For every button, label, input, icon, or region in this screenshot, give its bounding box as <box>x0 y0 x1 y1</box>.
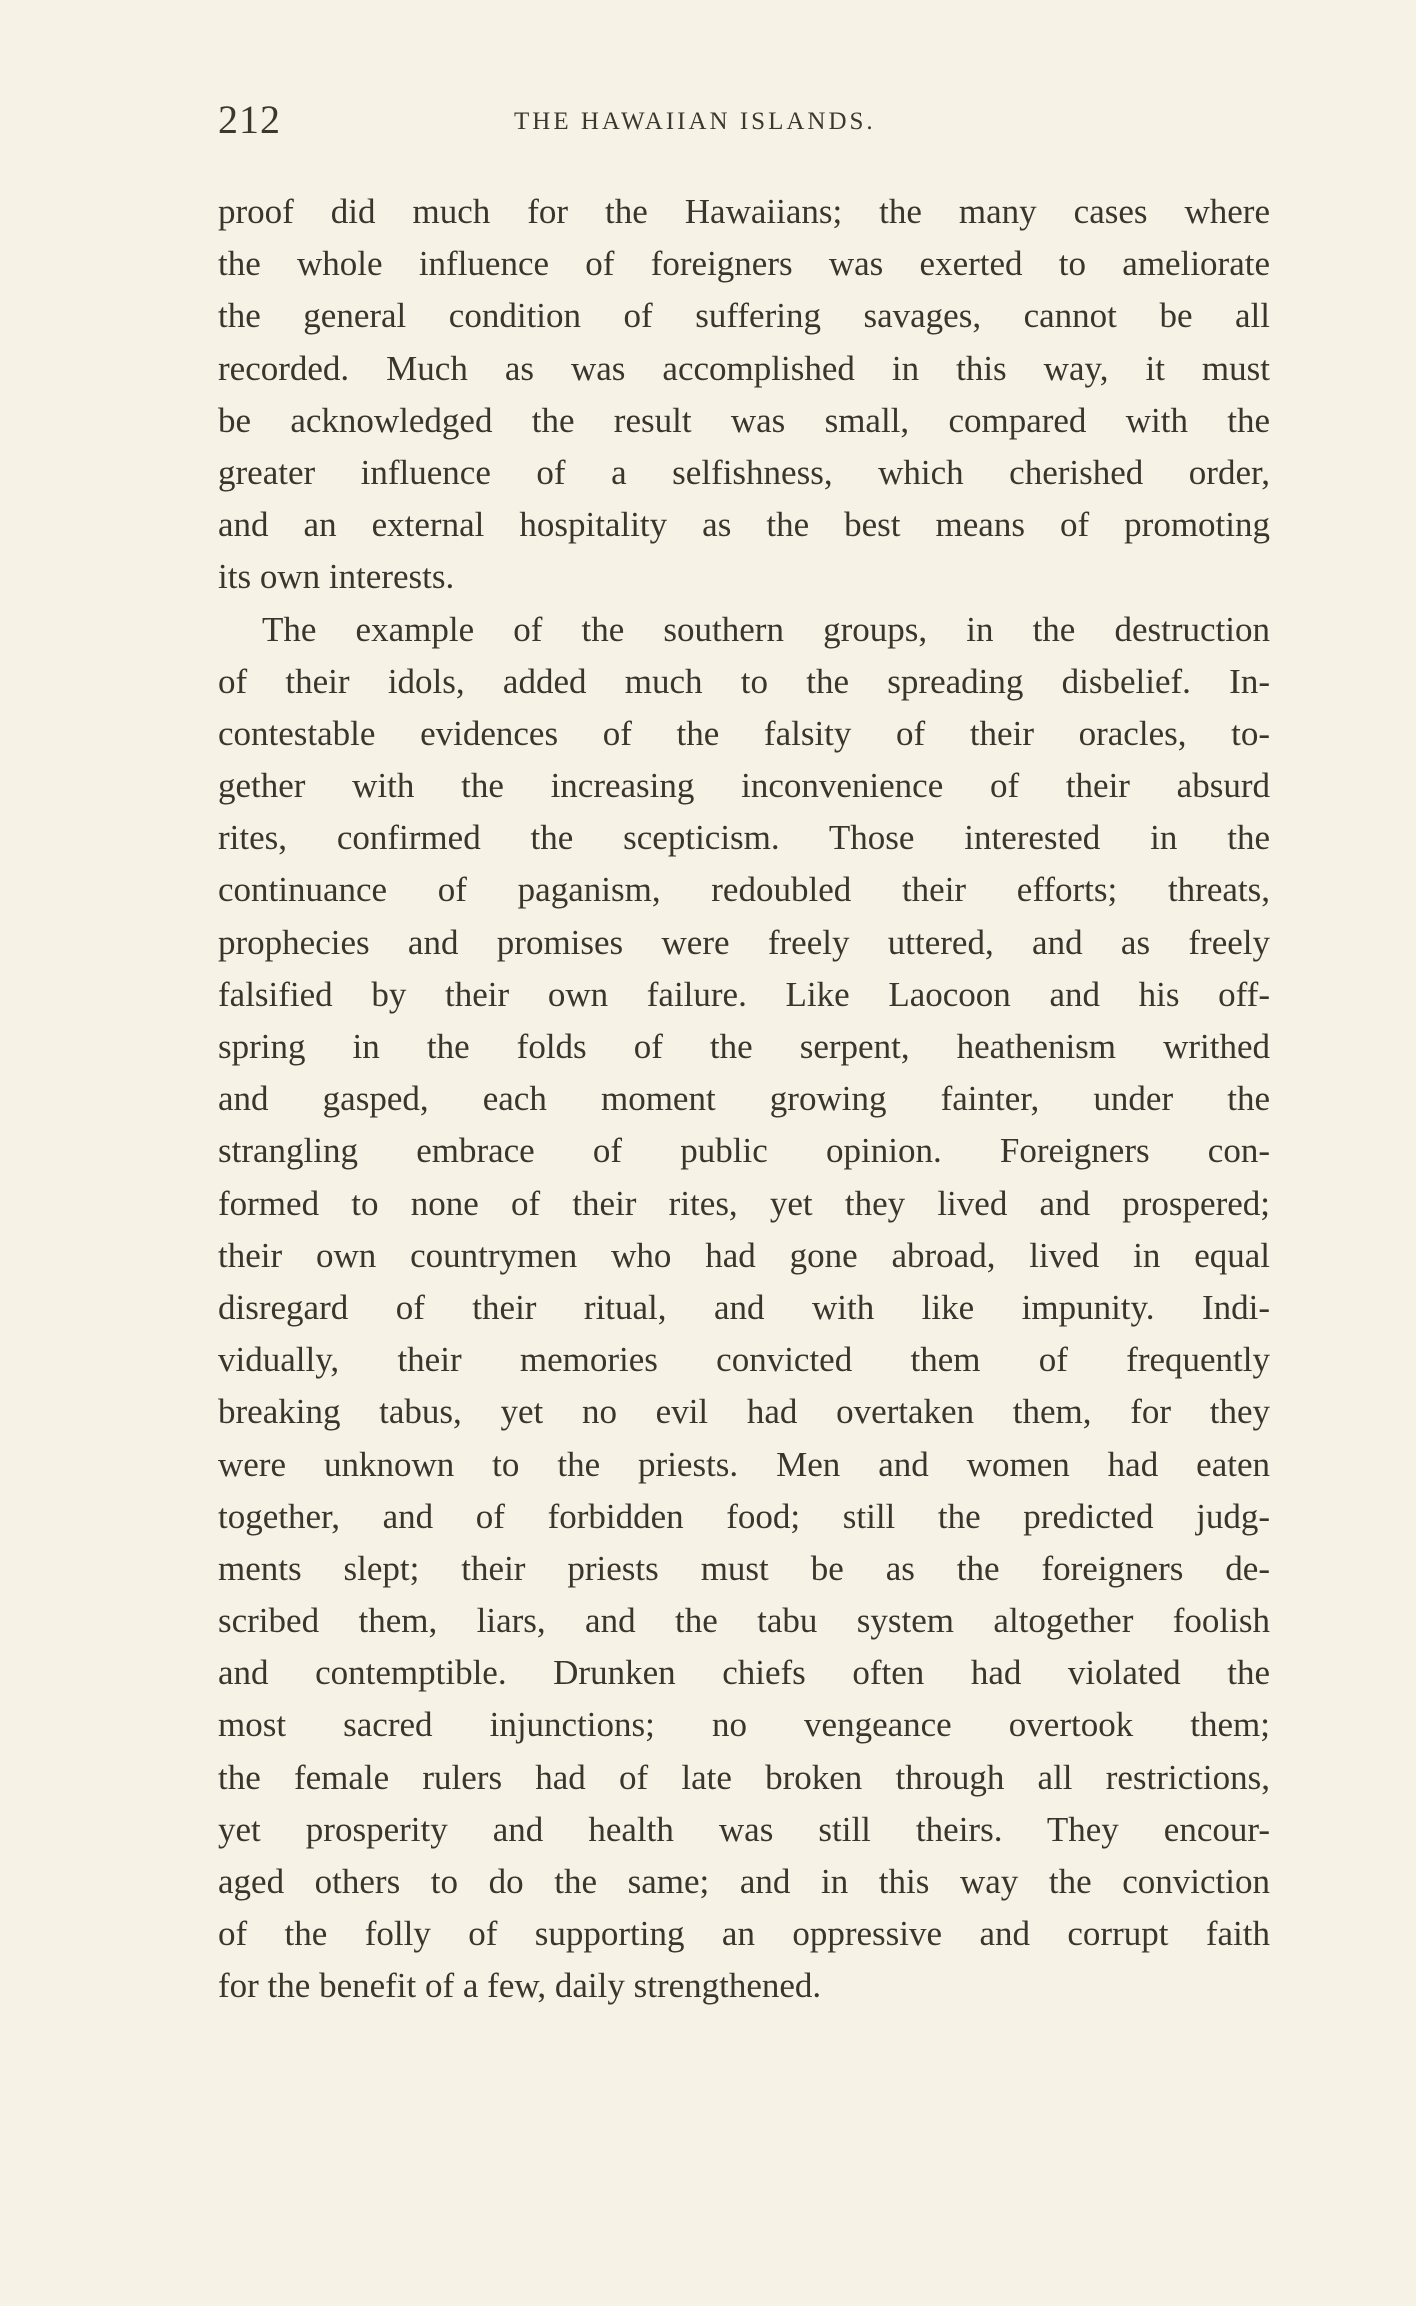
paragraph-2 <box>218 604 1270 2013</box>
text-line: yet prosperity and health was still theirs. They encour- <box>218 1809 1270 1849</box>
running-title: THE HAWAIIAN ISLANDS. <box>514 108 876 135</box>
text-line: strangling embrace of public opinion. Foreigners con- <box>218 1131 1270 1171</box>
text-line: proof did much for the Hawaiians; the many cases where <box>218 192 1270 231</box>
text-line: of their idols, added much to the spreading disbelief. In- <box>218 661 1270 701</box>
text-line: breaking tabus, yet no evil had overtaken them, for they <box>218 1392 1270 1432</box>
text-line: most sacred injunctions; no vengeance overtook them; <box>218 1705 1270 1745</box>
text-line: The example of the southern groups, in the destruction <box>262 609 1270 649</box>
paragraph-1 <box>218 186 1270 604</box>
text-line: aged others to do the same; and in this way the conviction <box>218 1862 1270 1901</box>
body-text <box>218 186 1270 2013</box>
text-line: falsified by their own failure. Like Laocoon and his off- <box>218 974 1270 1014</box>
text-line: greater influence of a selfishness, which cherished order, <box>218 452 1270 492</box>
text-line: vidually, their memories convicted them of frequently <box>218 1340 1270 1380</box>
text-line: disregard of their ritual, and with like impunity. Indi- <box>218 1287 1270 1327</box>
page-number: 212 <box>218 97 281 142</box>
text-line: be acknowledged the result was small, compared with the <box>218 400 1270 440</box>
text-line: of the folly of supporting an oppressive and corrupt faith <box>218 1914 1270 1954</box>
text-line: and contemptible. Drunken chiefs often had violated the <box>218 1653 1270 1693</box>
text-line: prophecies and promises were freely uttered, and as freely <box>218 922 1270 962</box>
text-line: and gasped, each moment growing fainter, under the <box>218 1079 1270 1119</box>
text-line: recorded. Much as was accomplished in this way, it must <box>218 348 1270 388</box>
page-header <box>218 96 1278 156</box>
text-line: its own interests. <box>218 557 455 597</box>
text-line: their own countrymen who had gone abroad, lived in equal <box>218 1235 1270 1275</box>
text-line: ments slept; their priests must be as the foreigners de- <box>218 1548 1270 1588</box>
text-line: scribed them, liars, and the tabu system altogether foolish <box>218 1601 1270 1641</box>
text-line: were unknown to the priests. Men and women had eaten <box>218 1444 1270 1484</box>
text-line: formed to none of their rites, yet they lived and prospered; <box>218 1183 1270 1223</box>
text-line: the whole influence of foreigners was exerted to ameliorate <box>218 244 1270 284</box>
text-line: rites, confirmed the scepticism. Those interested in the <box>218 818 1270 858</box>
text-line: the female rulers had of late broken through all restrictions, <box>218 1757 1270 1797</box>
text-line: spring in the folds of the serpent, heathenism writhed <box>218 1027 1270 1066</box>
text-line: continuance of paganism, redoubled their efforts; threats, <box>218 870 1270 910</box>
text-line: the general condition of suffering savages, cannot be all <box>218 296 1270 336</box>
text-line: gether with the increasing inconvenience of their absurd <box>218 766 1270 806</box>
text-line: and an external hospitality as the best means of promoting <box>218 505 1270 545</box>
text-line: contestable evidences of the falsity of their oracles, to- <box>218 713 1270 753</box>
text-line: for the benefit of a few, daily strengthened. <box>218 1966 822 2006</box>
text-line: together, and of forbidden food; still the predicted judg- <box>218 1496 1270 1536</box>
